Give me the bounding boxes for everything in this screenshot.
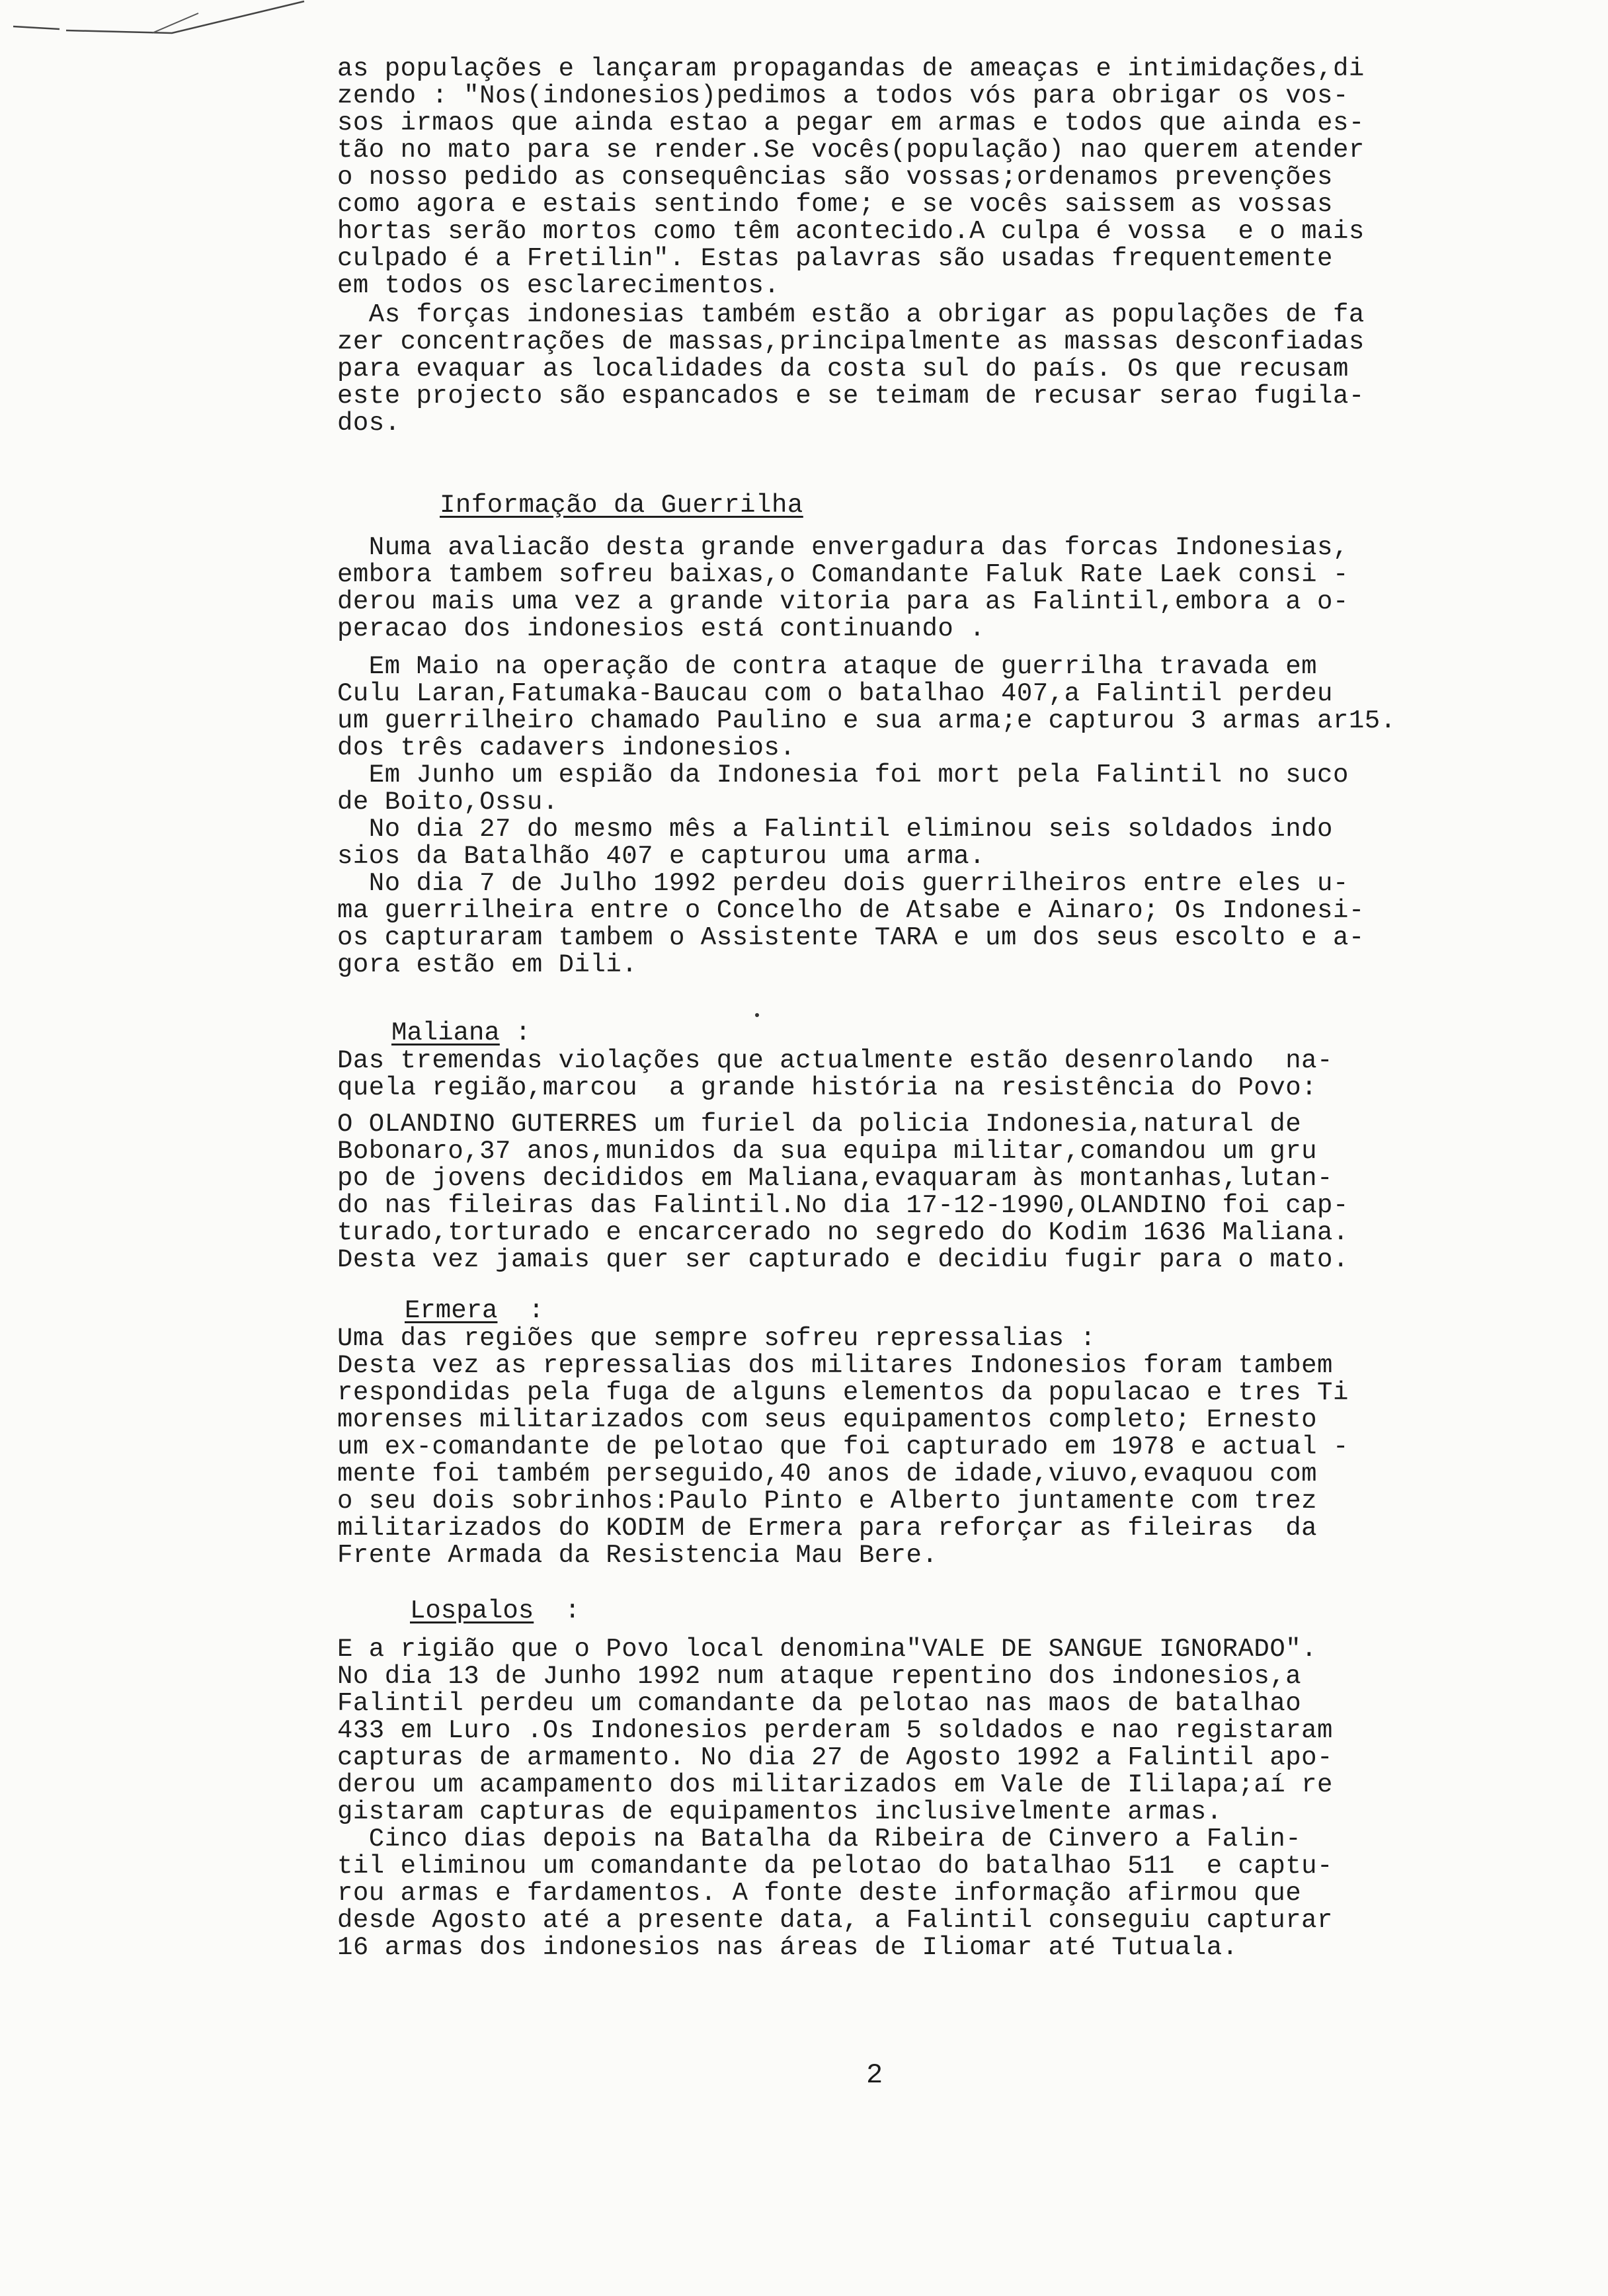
corner-pen-mark xyxy=(0,0,317,60)
paragraph-assessment: Numa avaliacão desta grande envergadura das forcas Indonesias, embora tambem sofreu baixas,o Comandante Faluk Rate Laek consi - derou mais uma vez a grande vitoria para as Falintil,embora a o- peracao dos indonesios está continuando . xyxy=(337,533,1349,643)
heading-guerrilla-info: Informação da Guerrilha xyxy=(440,491,803,520)
heading-ermera-colon: : xyxy=(497,1296,544,1325)
paragraph-ermera: Uma das regiões que sempre sofreu repressalias : Desta vez as repressalias dos militares Indonesios foram tambem respondidas pela fuga de alguns elementos da populacao e tres Ti morenses militarizados com seus equipamentos completo; Ernesto um ex-comandante de pelotao que foi capturado em 1978 e actual - mente foi também perseguido,40 anos de idade,viuvo,evaquou com o seu dois sobrinhos:Paulo Pinto e Alberto juntamente com trez militarizados do KODIM de Ermera para reforçar as fileiras da Frente Armada da Resistencia Mau Bere. xyxy=(337,1324,1349,1570)
heading-lospalos-colon: : xyxy=(534,1596,581,1625)
heading-lospalos-label: Lospalos xyxy=(410,1596,534,1625)
heading-maliana-label: Maliana xyxy=(391,1018,500,1047)
stray-dot xyxy=(755,1013,759,1017)
heading-ermera xyxy=(405,1297,544,1325)
page-number: 2 xyxy=(866,2059,883,2091)
paragraph-lospalos: E a rigião que o Povo local denomina"VALE DE SANGUE IGNORADO". No dia 13 de Junho 1992 num ataque repentino dos indonesios,a Falintil perdeu um comandante da pelotao nas maos de batalhao 433 em Luro .Os Indonesios perderam 5 soldados e nao registaram capturas de armamento. No dia 27 de Agosto 1992 a Falintil apo- derou um acampamento dos militarizados em Vale de Ililapa;aí re gistaram capturas de equipamentos inclusivelmente armas. Cinco dias depois na Batalha da Ribeira de Cinvero a Falin- til eliminou um comandante da pelotao do batalhao 511 e captu- rou armas e fardamentos. A fonte deste informação afirmou que desde Agosto até a presente data, a Falintil conseguiu capturar 16 armas dos indonesios nas áreas de Iliomar até Tutuala. xyxy=(337,1635,1333,1962)
paragraph-olandino: O OLANDINO GUTERRES um furiel da policia Indonesia,natural de Bobonaro,37 anos,munidos da sua equipa militar,comandou um gru po de jovens decididos em Maliana,evaquaram às montanhas,lutan- do nas fileiras das Falintil.No dia 17-12-1990,OLANDINO foi cap- turado,torturado e encarcerado no segredo do Kodim 1636 Maliana. Desta vez jamais quer ser capturado e decidiu fugir para o mato. xyxy=(337,1110,1349,1274)
heading-maliana xyxy=(391,1020,531,1047)
heading-lospalos xyxy=(410,1598,580,1625)
paragraph-threats: as populações e lançaram propagandas de ameaças e intimidações,di zendo : "Nos(indonesios)pedimos a todos vós para obrigar os vos- sos irmaos que ainda estao a pegar em armas e todos que ainda es- tão no mato para se render.Se vocês(população) nao querem atender o nosso pedido as consequências são vossas;ordenamos prevenções como agora e estais sentindo fome; e se vocês saissem as vossas hortas serão mortos como têm acontecido.A culpa é vossa e o mais culpado é a Fretilin". Estas palavras são usadas frequentemente em todos os esclarecimentos. xyxy=(337,54,1365,300)
paragraph-forced-evacuation: As forças indonesias também estão a obrigar as populações de fa zer concentrações de massas,principalmente as massas desconfiadas para evaquar as localidades da costa sul do país. Os que recusam este projecto são espancados e se teimam de recusar serao fugila- dos. xyxy=(337,300,1365,438)
paragraph-operations: Em Maio na operação de contra ataque de guerrilha travada em Culu Laran,Fatumaka-Baucau com o batalhao 407,a Falintil perdeu um guerrilheiro chamado Paulino e sua arma;e capturou 3 armas ar15. dos três cadavers indonesios. Em Junho um espião da Indonesia foi mort pela Falintil no suco de Boito,Ossu. No dia 27 do mesmo mês a Falintil eliminou seis soldados indo sios da Batalhão 407 e capturou uma arma. No dia 7 de Julho 1992 perdeu dois guerrilheiros entre eles u- ma guerrilheira entre o Concelho de Atsabe e Ainaro; Os Indonesi- os capturaram tambem o Assistente TARA e um dos seus escolto e a- gora estão em Dili. xyxy=(337,652,1396,979)
paragraph-maliana-intro: Das tremendas violações que actualmente estão desenrolando na- quela região,marcou a grande história na resistência do Povo: xyxy=(337,1046,1333,1102)
heading-maliana-colon: : xyxy=(499,1018,531,1047)
heading-ermera-label: Ermera xyxy=(405,1296,498,1325)
